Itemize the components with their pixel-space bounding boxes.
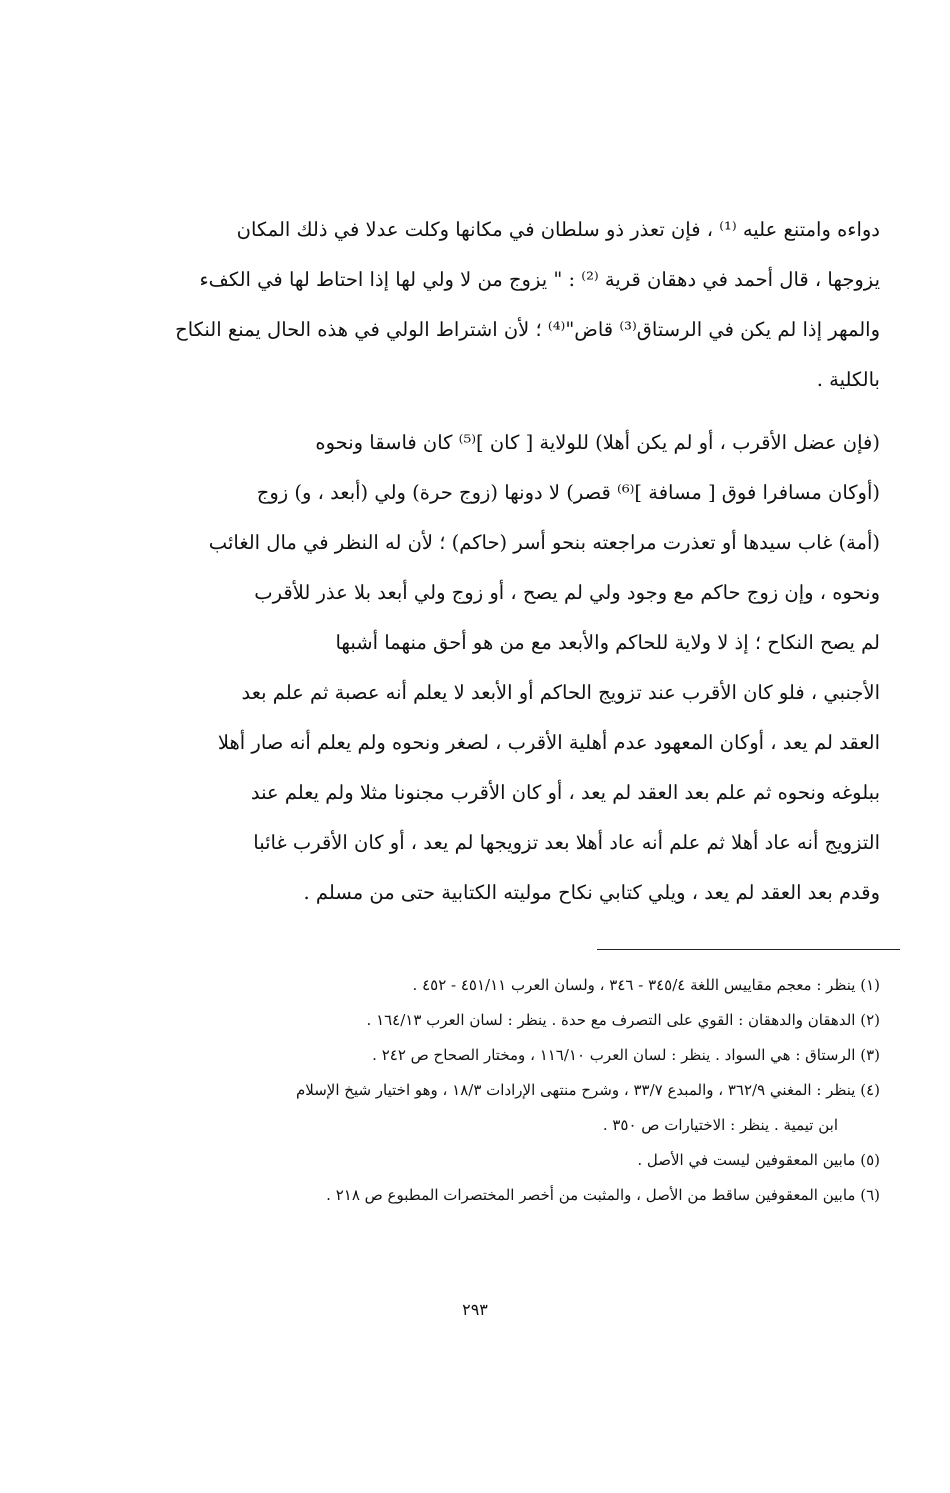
text-line: (أمة) غاب سيدها أو تعذرت مراجعته بنحو أسر (حاكم) ؛ لأن له النظر في مال الغائب [208, 531, 880, 554]
text-line: دواءه وامتنع عليه ⁽¹⁾ ، فإن تعذر ذو سلطان في مكانها وكلت عدلا في ذلك المكان [236, 218, 880, 241]
page-number: ٢٩٣ [462, 1300, 488, 1319]
text-line: التزويج أنه عاد أهلا ثم علم أنه عاد أهلا بعد تزويجها لم يعد ، أو كان الأقرب غائبا [253, 831, 880, 854]
text-line: والمهر إذا لم يكن في الرستاق⁽³⁾ قاض"⁽⁴⁾ ؛ لأن اشتراط الولي في هذه الحال يمنع النكاح [175, 318, 880, 341]
text-line: (فإن عضل الأقرب ، أو لم يكن أهلا) للولاية [ كان ]⁽⁵⁾ كان فاسقا ونحوه [315, 431, 880, 454]
footnote: (١) ينظر : معجم مقاييس اللغة ٣٤٥/٤ - ٣٤٦ ، ولسان العرب ٤٥١/١١ - ٤٥٢ . [412, 976, 880, 994]
footnote: (٤) ينظر : المغني ٣٦٢/٩ ، والمبدع ٣٣/٧ ، وشرح منتهى الإرادات ١٨/٣ ، وهو اختيار شيخ الإسلام [295, 1081, 880, 1099]
text-line: الأجنبي ، فلو كان الأقرب عند تزويج الحاكم أو الأبعد لا يعلم أنه عصبة ثم علم بعد [241, 681, 880, 704]
text-line: (أوكان مسافرا فوق [ مسافة ]⁽⁶⁾ قصر) لا دونها (زوج حرة) ولي (أبعد ، و) زوج [256, 481, 880, 504]
footnotes [70, 968, 880, 1213]
footnote: (٢) الدهقان والدهقان : القوي على التصرف مع حدة . ينظر : لسان العرب ١٦٤/١٣ . [366, 1011, 880, 1029]
main-text [75, 205, 880, 918]
footnote-continuation: ابن تيمية . ينظر : الاختيارات ص ٣٥٠ . [602, 1116, 838, 1134]
text-line: العقد لم يعد ، أوكان المعهود عدم أهلية الأقرب ، لصغر ونحوه ولم يعلم أنه صار أهلا [217, 731, 880, 754]
footnote: (٥) مابين المعقوفين ليست في الأصل . [637, 1151, 880, 1169]
text-line: لم يصح النكاح ؛ إذ لا ولاية للحاكم والأبعد مع من هو أحق منهما أشبها [335, 631, 880, 654]
text-line: ببلوغه ونحوه ثم علم بعد العقد لم يعد ، أو كان الأقرب مجنونا مثلا ولم يعلم عند [250, 781, 880, 804]
text-line: بالكلية . [816, 368, 880, 391]
text-line: ونحوه ، وإن زوج حاكم مع وجود ولي لم يصح ، أو زوج ولي أبعد بلا عذر للأقرب [254, 581, 880, 604]
footnote: (٦) مابين المعقوفين ساقط من الأصل ، والمثبت من أخصر المختصرات المطبوع ص ٢١٨ . [326, 1186, 880, 1204]
footnote: (٣) الرستاق : هي السواد . ينظر : لسان العرب ١١٦/١٠ ، ومختار الصحاح ص ٢٤٢ . [372, 1046, 880, 1064]
text-line: وقدم بعد العقد لم يعد ، ويلي كتابي نكاح موليته الكتابية حتى من مسلم . [303, 881, 880, 904]
text-line: يزوجها ، قال أحمد في دهقان قرية ⁽²⁾ : " يزوج من لا ولي لها إذا احتاط لها في الكفء [199, 268, 880, 291]
footnote-divider [597, 949, 900, 950]
